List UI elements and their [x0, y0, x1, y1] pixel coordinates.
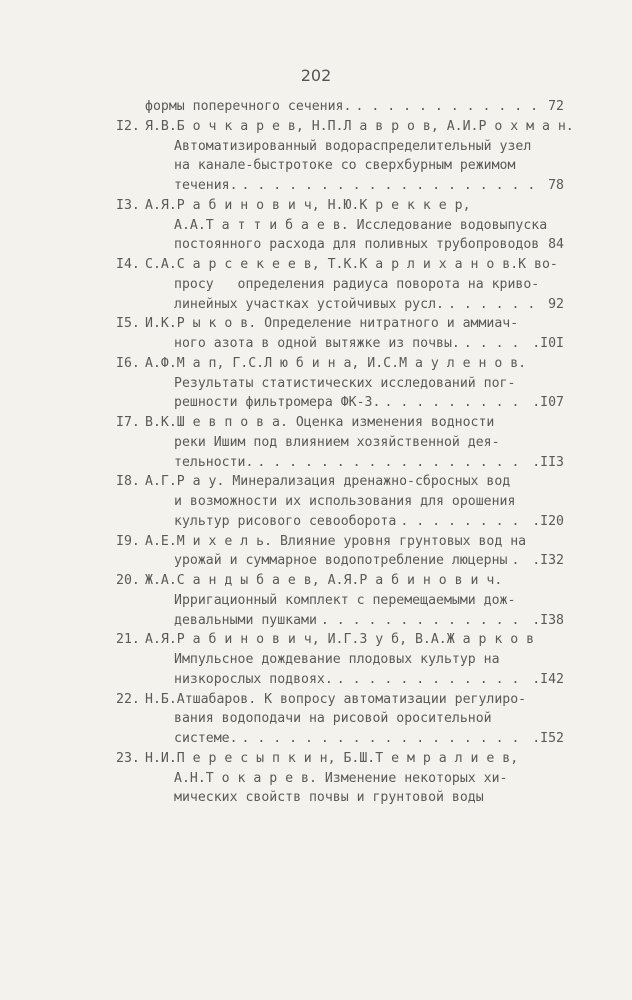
toc-page: 92	[548, 296, 564, 312]
toc-line-text: Н.И.П е р е с ы п к и н, Б.Ш.Т е м р а л и е в,	[145, 750, 519, 766]
toc-line	[116, 275, 564, 295]
toc-line	[116, 749, 564, 769]
toc-line-text: тельности.	[174, 454, 254, 470]
leader-dots	[337, 670, 528, 690]
toc-line	[116, 492, 564, 512]
toc-line-text: Ж.А.С а н д ы б а е в, А.Я.Р а б и н о в и ч.	[145, 573, 503, 588]
toc-entry-number: 20.	[116, 573, 140, 588]
toc-line	[116, 690, 564, 710]
toc-page: .I38	[532, 612, 564, 628]
toc-line	[116, 433, 564, 453]
toc-entry-number: I4.	[116, 257, 140, 272]
toc-entry	[116, 472, 564, 531]
toc-line-text: низкорослых подвоях.	[174, 671, 333, 687]
toc-line	[116, 117, 574, 137]
toc-page: .I07	[532, 395, 564, 411]
toc-line	[116, 630, 564, 650]
toc-page: .II3	[532, 454, 564, 470]
toc-page: .I42	[532, 671, 564, 687]
toc-line-text: реки Ишим под влиянием хозяйственной дея-	[174, 434, 500, 450]
toc-entry	[116, 571, 564, 630]
toc-line-text: А.Н.Т о к а р е в. Изменение некоторых хи-	[174, 770, 508, 786]
toc-page: 84	[548, 237, 564, 253]
toc-line	[116, 729, 564, 749]
toc-entry	[116, 630, 564, 689]
toc-line	[116, 413, 564, 433]
toc-entry	[116, 196, 564, 255]
toc-line-text: девальными пушками	[174, 612, 317, 628]
toc-line	[116, 788, 564, 808]
toc-line-text: А.Я.Р а б и н о в и ч, Н.Ю.К р е к к е р,	[145, 197, 471, 213]
toc-line	[116, 611, 564, 631]
toc-line-text: Импульсное дождевание плодовых культур на	[174, 652, 500, 667]
toc-line	[116, 512, 564, 532]
toc-line	[116, 532, 564, 552]
toc-line	[116, 709, 564, 729]
leader-dots	[242, 176, 545, 196]
toc-line-text: С.А.С а р с е к е е в, Т.К.К а р л и х а н о в.К во-	[145, 257, 558, 272]
toc-line	[116, 591, 564, 611]
page-number: 202	[300, 66, 332, 85]
toc-page: 78	[548, 178, 564, 193]
toc-entry-number: I6.	[116, 355, 140, 371]
leader-dots	[321, 611, 528, 631]
toc-entry-number: 22.	[116, 691, 140, 707]
toc-entry	[116, 314, 564, 354]
leader-dots	[511, 551, 528, 571]
toc-line-text: вания водоподачи на рисовой оросительной	[174, 711, 492, 727]
toc-line-text: В.К.Ш е в п о в а. Оценка изменения водности	[145, 415, 495, 430]
toc-line	[116, 235, 564, 255]
toc-line	[116, 176, 564, 196]
toc-line-text: и возможности их использования для орошения	[174, 494, 516, 509]
toc-line	[116, 650, 564, 670]
toc-line	[116, 255, 564, 275]
toc-line	[116, 196, 564, 216]
toc-entry	[116, 354, 564, 413]
toc-line	[116, 393, 564, 413]
toc-entry-continued	[116, 97, 564, 117]
toc-entry-number: I7.	[116, 415, 140, 430]
toc-entry	[116, 413, 564, 472]
toc-line	[116, 216, 564, 236]
toc-entry-number: I8.	[116, 474, 140, 490]
toc-line-text: А.Е.М и х е л ь. Влияние уровня грунтовых вод на	[145, 533, 527, 549]
toc-entry-number: I2.	[116, 118, 140, 134]
toc-line	[116, 156, 564, 176]
leader-dots	[242, 729, 529, 749]
toc-line	[116, 571, 564, 591]
table-of-contents	[116, 97, 574, 808]
toc-line	[116, 551, 564, 571]
toc-page: .I52	[532, 731, 564, 746]
toc-line	[116, 97, 564, 117]
toc-line-text: А.А.Т а т т и б а е в. Исследование водовыпуска	[174, 217, 548, 233]
toc-line-text: Я.В.Б о ч к а р е в, Н.П.Л а в р о в, А.И.Р о х м а н.	[145, 118, 574, 134]
toc-line-text: ного азота в одной вытяжке из почвы.	[174, 336, 460, 351]
toc-line	[116, 670, 564, 690]
toc-line-text: А.Г.Р а у. Минерализация дренажно-сбросных вод	[145, 474, 511, 490]
leader-dots	[384, 393, 528, 413]
leader-dots	[257, 453, 528, 473]
toc-line	[116, 314, 564, 334]
toc-line-text: формы поперечного сечения.	[145, 99, 352, 114]
leader-dots	[464, 334, 528, 354]
toc-page: .I20	[532, 513, 564, 529]
toc-page: .I0I	[532, 336, 564, 351]
toc-line-text: постоянного расхода для поливных трубопроводов	[174, 237, 540, 253]
leader-dots	[448, 295, 544, 315]
leader-dots	[355, 97, 544, 117]
toc-entry	[116, 532, 564, 572]
toc-entry	[116, 255, 564, 314]
leader-dots	[400, 512, 528, 532]
toc-line-text: системе.	[174, 731, 238, 746]
toc-entry	[116, 690, 564, 749]
toc-entry	[116, 749, 564, 808]
toc-line	[116, 295, 564, 315]
toc-line	[116, 472, 564, 492]
toc-line-text: И.К.Р ы к о в. Определение нитратного и аммиач-	[145, 316, 519, 332]
toc-line-text: на канале-быстротоке со сверхбурным режимом	[174, 158, 516, 174]
toc-line-text: Результаты статистических исследований пог-	[174, 375, 516, 391]
toc-line	[116, 334, 564, 354]
toc-entry-number: I9.	[116, 533, 140, 549]
toc-entry	[116, 117, 574, 196]
toc-line	[116, 769, 564, 789]
toc-entry-number: 23.	[116, 750, 140, 766]
toc-line-text: линейных участках устойчивых русл.	[174, 296, 444, 312]
toc-line-text: А.Ф.М а п, Г.С.Л ю б и н а, И.С.М а у л е н о в.	[145, 355, 527, 371]
toc-entry-number: I5.	[116, 316, 140, 332]
toc-line-text: решности фильтромера ФК-3.	[174, 395, 381, 411]
toc-line-text: Н.Б.Атшабаров. К вопросу автоматизации регулиро-	[145, 691, 527, 707]
toc-line-text: Автоматизированный водораспределительный узел	[174, 138, 532, 154]
toc-line-text: мических свойств почвы и грунтовой воды	[174, 790, 484, 806]
toc-page: 72	[548, 99, 564, 114]
leader-dots	[543, 235, 544, 255]
toc-line-text: Ирригационный комплект с перемещаемыми дож-	[174, 592, 516, 608]
toc-line	[116, 137, 564, 157]
toc-line-text: А.Я.Р а б и н о в и ч, И.Г.З у б, В.А.Ж а р к о в	[145, 632, 535, 648]
toc-line-text: урожай и суммарное водопотребление люцерны	[174, 553, 508, 569]
toc-line-text: просу определения радиуса поворота на криво-	[174, 276, 540, 292]
toc-entry-number: 21.	[116, 632, 140, 648]
toc-line-text: культур рисового севооборота	[174, 513, 397, 529]
toc-line	[116, 374, 564, 394]
toc-entry-number: I3.	[116, 197, 140, 213]
toc-line-text: течения.	[174, 178, 238, 193]
toc-line	[116, 354, 564, 374]
toc-line	[116, 453, 564, 473]
toc-page: .I32	[532, 553, 564, 569]
